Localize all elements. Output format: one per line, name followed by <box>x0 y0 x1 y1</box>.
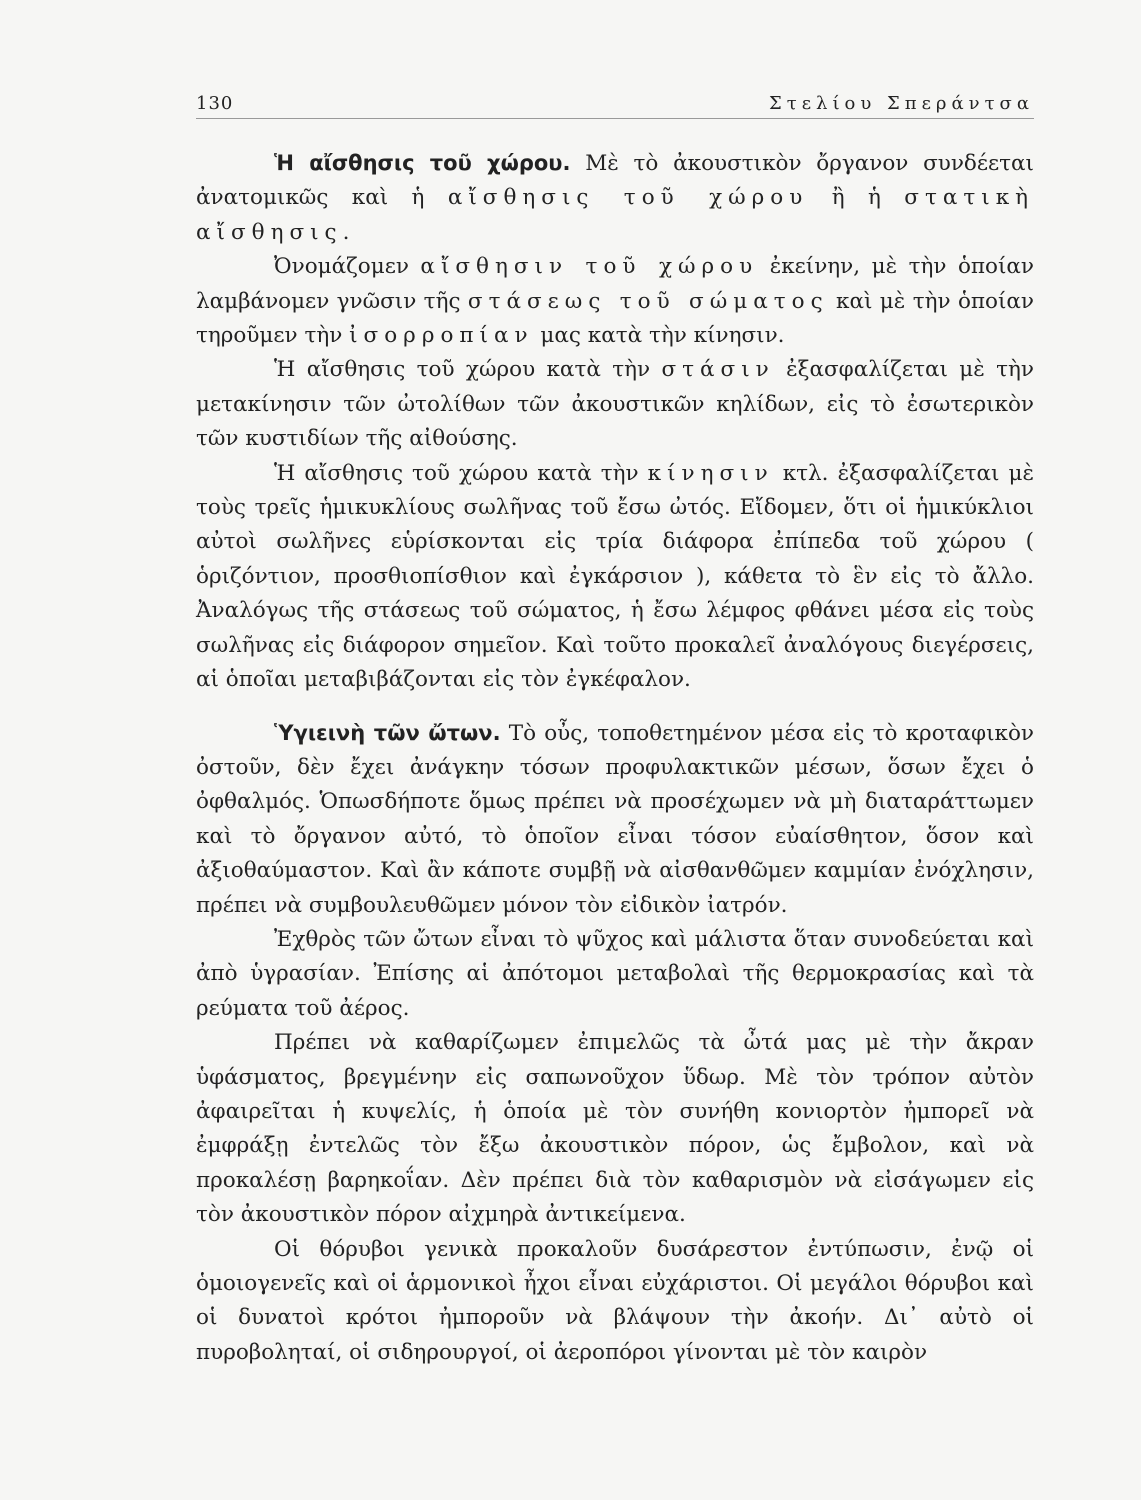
section-heading-spatial-sense: Ἡ αἴσθησις τοῦ χώρου. <box>274 151 571 175</box>
spaced-term: αἴσθησιν τοῦ χώρου <box>420 254 759 280</box>
paragraph-cleaning: Πρέπει νὰ καθαρίζωμεν ἐπιμελῶς τὰ ὦτά μας μὲ τὴν ἄκραν ὑφάσματος, βρεγμένην εἰς σαπωνοῦχον ὕδωρ. Μὲ τὸν τρόπον αὐτὸν ἀφαιρεῖται ἡ κυψελίς, ἡ ὁποία μὲ τὸν συνήθη κονιορτὸν ἠμπορεῖ νὰ ἐμφράξῃ ἐντελῶς τὸν ἔξω ἀκουστικὸν πόρον, ὡς ἔμβολον, καὶ νὰ προκαλέσῃ βαρηκοΐαν. Δὲν πρέπει διὰ τὸν καθαρισμὸν νὰ εἰσάγωμεν εἰς τὸν ἀκουστικὸν πόρον αἰχμηρὰ ἀντικείμενα. <box>196 1030 1034 1228</box>
text-run: Ἡ αἴσθησις τοῦ χώρου κατὰ τὴν <box>274 460 648 486</box>
spaced-term: στατικὴ αἴσθησις <box>196 185 1035 245</box>
text-run: Ἡ αἴσθησις τοῦ χώρου κατὰ τὴν <box>274 357 662 383</box>
text-run: . <box>342 219 350 245</box>
page-number: 130 <box>196 93 234 114</box>
spaced-term: κίνησιν <box>647 460 774 486</box>
page-header <box>196 86 1034 119</box>
text-run: ἐξασφαλίζεται μὲ τὴν μετακίνησιν τῶν ὠτολίθων τῶν ἀκουστικῶν κηλίδων, εἰς τὸ ἐσωτερικὸν τῶν κυστιδίων τῆς αἰθούσης. <box>196 357 1034 452</box>
paragraph-static-position <box>196 353 1034 456</box>
text-run: μας κατὰ τὴν κίνησιν. <box>533 323 785 349</box>
text-run: Μὲ τὸ ἀκουστικὸν ὄργανον συνδέεται ἀνατομικῶς καὶ ἡ <box>196 151 1034 211</box>
paragraph-cold-enemy: Ἐχθρὸς τῶν ὤτων εἶναι τὸ ψῦχος καὶ μάλιστα ὅταν συνοδεύεται καὶ ἀπὸ ὑγρασίαν. Ἐπίσης αἱ ἀπότομοι μεταβολαὶ τῆς θερμοκρασίας καὶ τὰ ρεύματα τοῦ ἀέρος. <box>196 926 1034 1021</box>
paragraph-spatial-sense-intro <box>196 146 1034 250</box>
paragraph-definition <box>196 250 1034 353</box>
spaced-term: στάσεως τοῦ σώματος <box>467 288 829 314</box>
text-run: καὶ μὲ τὴν ὁποίαν τηροῦμεν τὴν <box>196 288 1034 349</box>
paragraph-motion <box>196 457 1034 698</box>
text-run: Ὀνομάζομεν <box>274 254 421 280</box>
spaced-term: ἰσορροπίαν <box>349 323 534 349</box>
spaced-term: αἴσθησις τοῦ χώρου <box>447 185 809 211</box>
spaced-term: στάσιν <box>661 357 775 383</box>
text-run: ἐκείνην, μὲ τὴν ὁποίαν λαμβάνομεν γνῶσιν τῆς <box>196 254 1034 314</box>
paragraph-ear-hygiene-intro <box>196 716 1034 923</box>
text-run: κτλ. ἐξασφαλίζεται μὲ τοὺς τρεῖς ἡμικυκλίους σωλῆνας τοῦ ἔσω ὠτός. Εἴδομεν, ὅτι οἱ ἡμικύκλιοι αὐτοὶ σωλῆνες εὑρίσκονται εἰς τρία διάφορα ἐπίπεδα τοῦ χώρου ( ὁριζόντιον, προσθιοπίσθιον καὶ ἐγκάρσιον ), κάθετα τὸ ἓν εἰς τὸ ἄλλο. Ἀναλόγως τῆς στάσεως τοῦ σώματος, ἡ ἔσω λέμφος φθάνει μέσα εἰς τοὺς σωλῆνας εἰς διάφορον σημεῖον. Καὶ τοῦτο προκαλεῖ ἀναλόγους διεγέρσεις, αἱ ὁποῖαι μεταβιβάζονται εἰς τὸν ἐγκέφαλον. <box>196 460 1034 693</box>
section-heading-ear-hygiene: Ὑγιεινὴ τῶν ὤτων. <box>274 720 501 745</box>
text-run: ἢ ἡ <box>808 185 905 211</box>
running-head: Στελίου Σπεράντσα <box>769 93 1034 114</box>
text-run: Τὸ οὖς, τοποθετημένον μέσα εἰς τὸ κροταφικὸν ὀστοῦν, δὲν ἔχει ἀνάγκην τόσων προφυλακτικῶν μέσων, ὅσων ἔχει ὁ ὀφθαλμός. Ὁπωσδήποτε ὅμως πρέπει νὰ προσέχωμεν νὰ μὴ διαταράττωμεν καὶ τὸ ὄργανον αὐτό, τὸ ὁποῖον εἶναι τόσον εὐαίσθητον, ὅσον καὶ ἀξιοθαύμαστον. Καὶ ἂν κάποτε συμβῇ νὰ αἰσθανθῶμεν καμμίαν ἐνόχλησιν, πρέπει νὰ συμβουλευθῶμεν μόνον τὸν εἰδικὸν ἰατρόν. <box>196 720 1034 918</box>
body-text <box>196 146 1034 1370</box>
section-spacer <box>196 698 1034 716</box>
paragraph-noise: Οἱ θόρυβοι γενικὰ προκαλοῦν δυσάρεστον ἐντύπωσιν, ἐνῷ οἱ ὁμοιογενεῖς καὶ οἱ ἁρμονικοὶ ἦχοι εἶναι εὐχάριστοι. Οἱ μεγάλοι θόρυβοι καὶ οἱ δυνατοὶ κρότοι ἠμποροῦν νὰ βλάψουν τὴν ἀκοήν. Δι᾽ αὐτὸ οἱ πυροβοληταί, οἱ σιδηρουργοί, οἱ ἀεροπόροι γίνονται μὲ τὸν καιρὸν <box>196 1236 1034 1365</box>
